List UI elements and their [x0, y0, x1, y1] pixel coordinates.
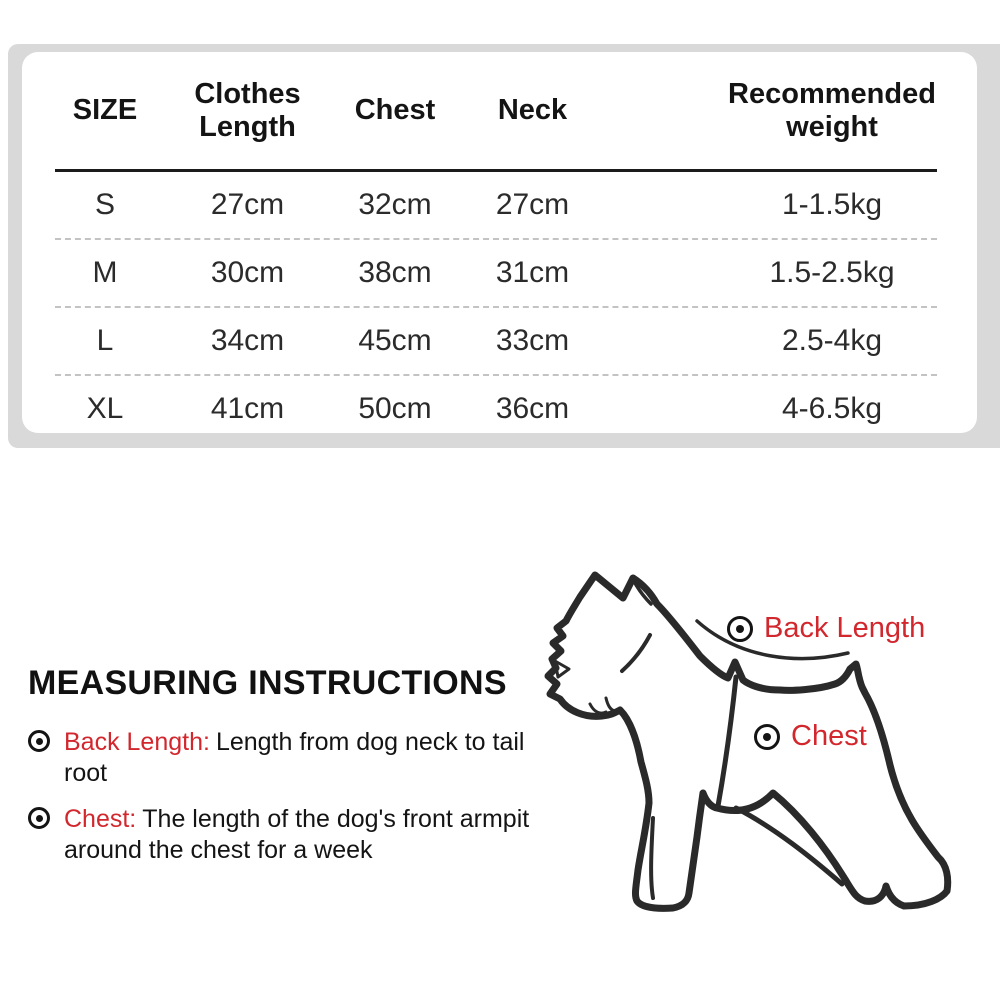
- table-cell: 34cm: [210, 324, 285, 357]
- table-cell: 32cm: [358, 188, 432, 221]
- table-cell: M: [92, 256, 118, 289]
- table-cell: 1.5-2.5kg: [769, 256, 895, 289]
- table-cell: 38cm: [358, 256, 432, 289]
- target-icon: [754, 724, 780, 750]
- instruction-label: Chest:: [64, 805, 137, 833]
- size-table: [55, 52, 937, 441]
- table-cell: 50cm: [358, 391, 432, 425]
- table-cell: 41cm: [210, 391, 285, 425]
- column-header-clothes-length: Clothes Length: [194, 78, 301, 143]
- column-header-neck: Neck: [497, 94, 568, 127]
- diagram-label-chest: [754, 720, 867, 753]
- dog-girth-line: [718, 677, 736, 806]
- table-cell: 4-6.5kg: [781, 391, 883, 425]
- target-icon: [727, 616, 753, 642]
- instructions-heading: MEASURING INSTRUCTIONS: [28, 664, 507, 702]
- table-cell: 27cm: [210, 188, 285, 221]
- table-cell: 2.5-4kg: [781, 324, 883, 357]
- diagram-label-back-length: [727, 612, 925, 645]
- table-cell: 31cm: [495, 256, 570, 289]
- table-cell: XL: [86, 391, 124, 425]
- dog-inner-front-leg: [651, 818, 653, 898]
- table-cell: 45cm: [358, 324, 432, 357]
- instruction-desc: Length from dog neck to tail root: [64, 728, 525, 787]
- column-header-recommended-weight: Recommended weight: [728, 78, 936, 143]
- table-cell: L: [96, 324, 114, 357]
- table-cell: 36cm: [495, 391, 570, 425]
- target-icon: [28, 807, 50, 829]
- instruction-desc: The length of the dog's front armpit: [142, 805, 530, 833]
- instruction-item-back-length: [28, 727, 568, 789]
- target-icon: [28, 730, 50, 752]
- table-header-row: [55, 52, 937, 172]
- instruction-line: around the chest for a week: [64, 836, 373, 864]
- table-row: [55, 240, 937, 308]
- table-row: [55, 376, 937, 441]
- dog-nose: [555, 661, 569, 677]
- table-cell: 30cm: [210, 256, 285, 289]
- instruction-item-chest: [28, 804, 568, 866]
- instruction-line: [64, 804, 529, 835]
- table-row: [55, 172, 937, 240]
- table-cell: 33cm: [495, 324, 570, 357]
- table-cell: 1-1.5kg: [781, 188, 883, 221]
- dog-cheek-line: [622, 635, 650, 671]
- instruction-line: [64, 727, 568, 789]
- column-header-size: SIZE: [72, 94, 138, 127]
- table-cell: 27cm: [495, 188, 570, 221]
- instruction-label: Back Length:: [64, 728, 210, 756]
- diagram-label-text: Back Length: [764, 612, 926, 644]
- table-row: [55, 308, 937, 376]
- dog-chin-lines: [590, 698, 618, 713]
- table-cell: S: [94, 188, 115, 221]
- diagram-label-text: Chest: [791, 720, 867, 752]
- measuring-instructions: [28, 664, 568, 881]
- column-header-chest: Chest: [354, 94, 436, 127]
